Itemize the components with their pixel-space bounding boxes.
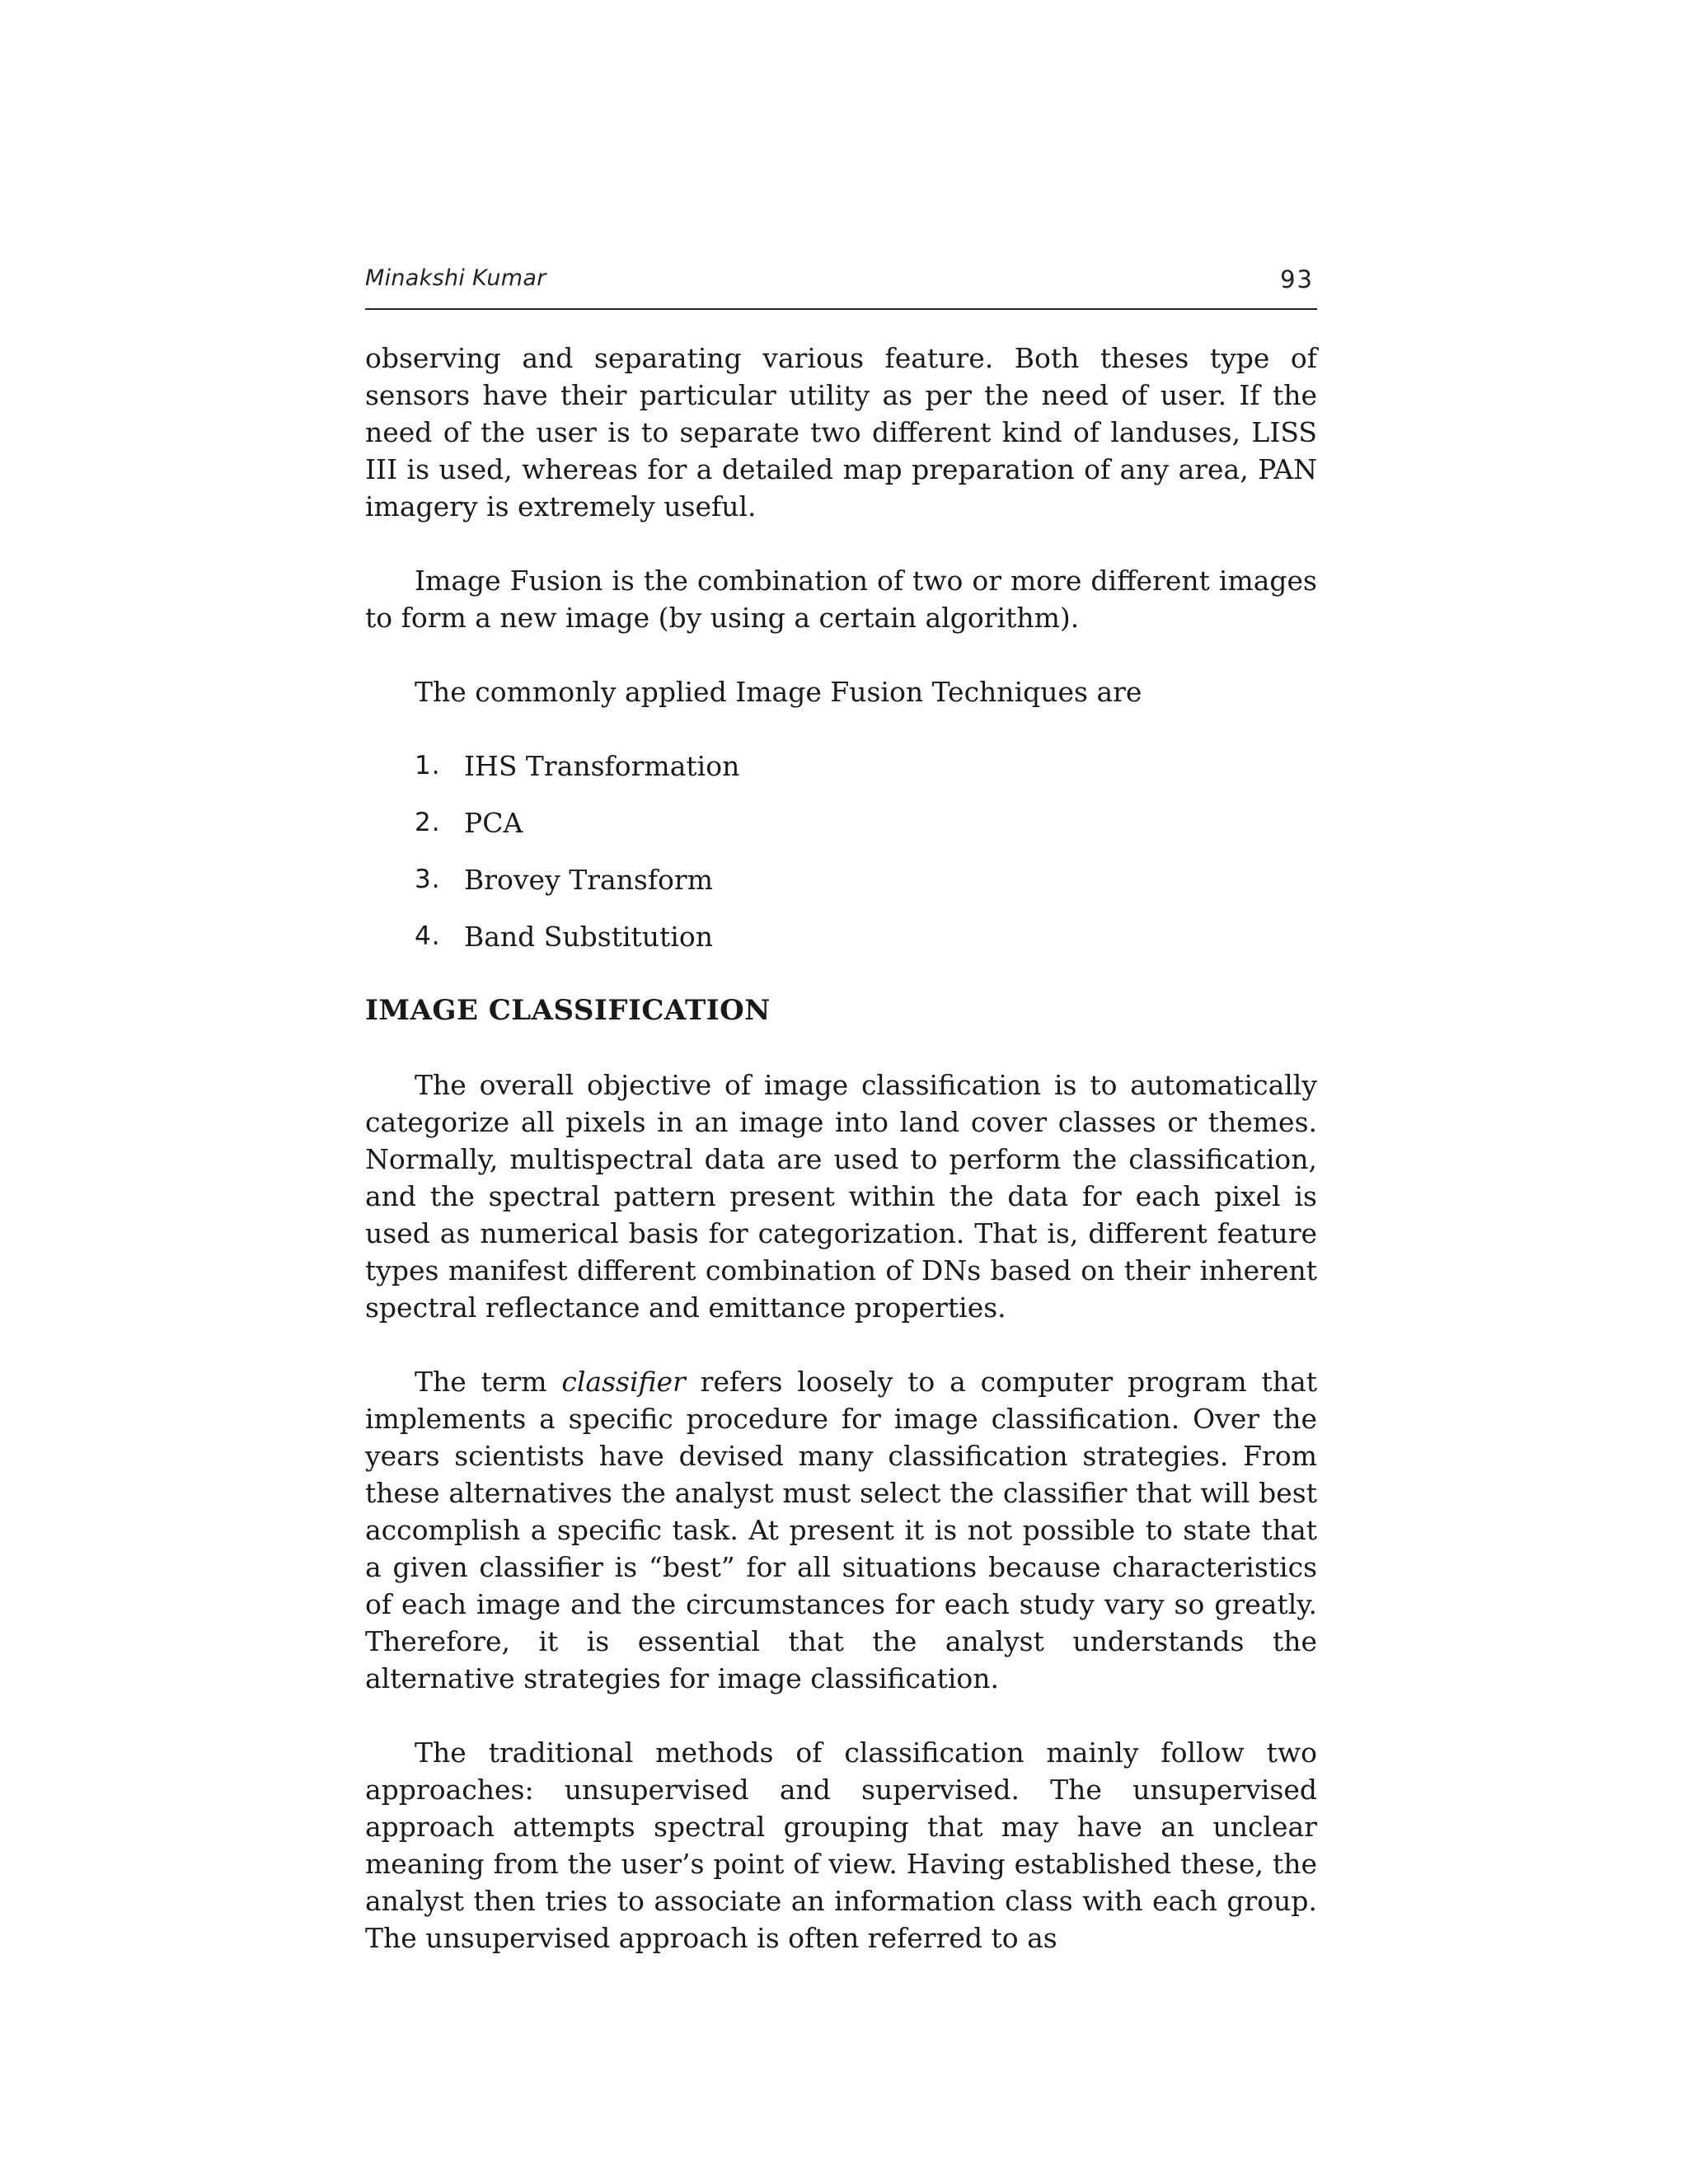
paragraph-classification-objective: The overall objective of image classification is to automatically categorize all pixels in an image into land cover classes or themes. Normally, multispectral data are used to perform the classification, and the spectral pattern present within the data for each pixel is used as numerical basis for categorization. That is, different feature types manifest different combination of DNs based on their inherent spectral reflectance and emittance properties. bbox=[365, 1069, 1317, 1324]
list-item-label: PCA bbox=[464, 807, 523, 839]
paragraph-image-fusion: Image Fusion is the combination of two or more different images to form a new image (by using a certain algorithm). bbox=[365, 565, 1317, 634]
list-item-number: 3. bbox=[415, 865, 441, 894]
paragraph-techniques-intro: The commonly applied Image Fusion Techniques are bbox=[415, 676, 1142, 708]
list-item-label: Band Substitution bbox=[464, 921, 713, 953]
section-heading: IMAGE CLASSIFICATION bbox=[365, 994, 771, 1027]
paragraph-sensors: observing and separating various feature. Both theses type of sensors have their particular utility as per the need of user. If the need of the user is to separate two different kind of landuses, LISS III is used, whereas for a detailed map preparation of any area, PAN imagery is extremely useful. bbox=[365, 342, 1317, 523]
classifier-text-start: The term bbox=[415, 1366, 562, 1398]
list-item bbox=[415, 804, 1317, 861]
list-item-number: 1. bbox=[415, 751, 441, 780]
page-body bbox=[365, 340, 1317, 1994]
list-item bbox=[415, 861, 1317, 918]
paragraph-traditional-methods: The traditional methods of classification mainly follow two approaches: unsupervised and supervised. The unsupervised approach attempts spectral grouping that may have an unclear meaning from the user’s point of view. Having established these, the analyst then tries to associate an information class with each group. The unsupervised approach is often referred to as bbox=[365, 1736, 1317, 1954]
classifier-term: classifier bbox=[561, 1366, 686, 1398]
fusion-techniques-list bbox=[415, 748, 1317, 955]
list-item-number: 4. bbox=[415, 921, 441, 951]
list-item bbox=[415, 918, 1317, 955]
list-item bbox=[415, 748, 1317, 804]
running-head-author: Minakshi Kumar bbox=[365, 265, 546, 291]
list-item-label: IHS Transformation bbox=[464, 750, 740, 782]
page-number: 93 bbox=[1280, 265, 1314, 293]
paragraph-classifier bbox=[365, 1363, 1317, 1697]
classifier-text-rest: refers loosely to a computer program that implements a specific procedure for image classification. Over the years scientists have devised many classification strategies. From these alternatives the analyst must select the classifier that will best accomplish a specific task. At present it is not possible to state that a given classifier is “best” for all situations because characteristics of each image and the circumstances for each study vary so greatly. Therefore, it is essential that the analyst understands the alternative strategies for image classification. bbox=[365, 1366, 1318, 1694]
list-item-label: Brovey Transform bbox=[464, 864, 713, 896]
page-header bbox=[365, 262, 1317, 310]
list-item-number: 2. bbox=[415, 808, 441, 837]
